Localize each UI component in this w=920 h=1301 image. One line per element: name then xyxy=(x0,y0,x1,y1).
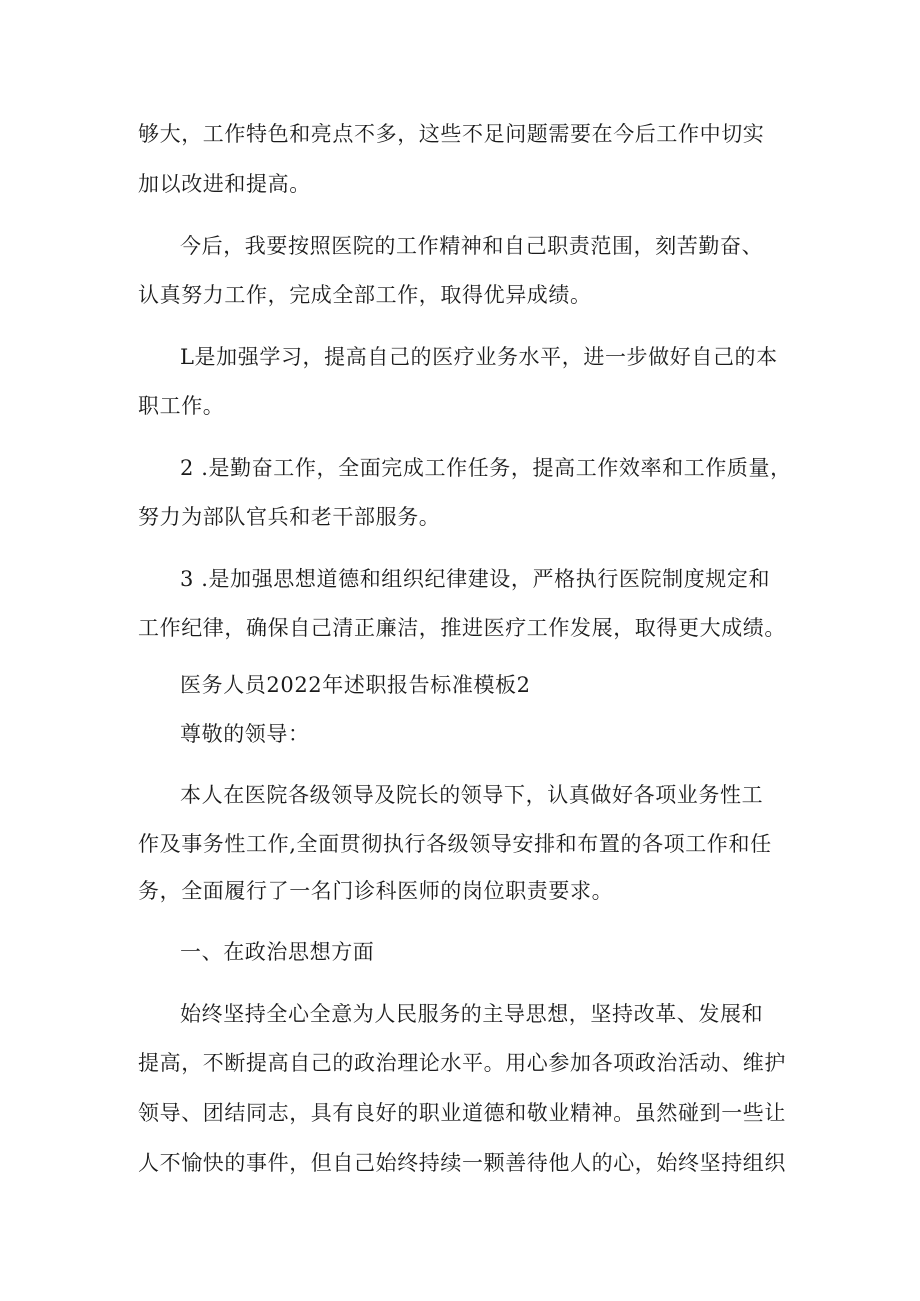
text-line: 够大，工作特色和亮点不多，这些不足问题需要在今后工作中切实 xyxy=(138,122,765,146)
text-line: 工作纪律，确保自己清正廉洁，推进医疗工作发展，取得更大成绩。 xyxy=(138,616,786,640)
list-item-2: 2 .是勤奋工作，全面完成工作任务，提高工作效率和工作质量， xyxy=(180,456,792,480)
text-line: 人不愉快的事件，但自己始终持续一颗善待他人的心，始终坚持组织 xyxy=(138,1151,786,1175)
text-line: 提高，不断提高自己的政治理论水平。用心参加各项政治活动、维护 xyxy=(138,1051,786,1075)
paragraph-start: 今后，我要按照医院的工作精神和自己职责范围，刻苦勤奋、 xyxy=(180,234,764,258)
text-line: 努力为部队官兵和老干部服务。 xyxy=(138,505,441,529)
salutation: 尊敬的领导： xyxy=(180,722,310,746)
text-line: 务，全面履行了一名门诊科医师的岗位职责要求。 xyxy=(138,879,614,903)
section-title: 医务人员2022年述职报告标准模板2 xyxy=(180,673,531,697)
list-item-1: L是加强学习，提高自己的医疗业务水平，进一步做好自己的本 xyxy=(180,345,778,369)
paragraph-start: 本人在医院各级领导及院长的领导下，认真做好各项业务性工 xyxy=(180,783,764,807)
text-line: 作及事务性工作,全面贯彻执行各级领导安排和布置的各项工作和任 xyxy=(138,832,772,856)
text-line: 领导、团结同志，具有良好的职业道德和敬业精神。虽然碰到一些让 xyxy=(138,1101,786,1125)
text-line: 认真努力工作，完成全部工作，取得优异成绩。 xyxy=(138,283,592,307)
text-line: 职工作。 xyxy=(138,394,225,418)
paragraph-start: 始终坚持全心全意为人民服务的主导思想，坚持改革、发展和 xyxy=(180,1002,764,1026)
list-item-3: 3 .是加强思想道德和组织纪律建设，严格执行医院制度规定和 xyxy=(180,567,771,591)
subsection-heading: 一、在政治思想方面 xyxy=(180,940,375,964)
text-line: 加以改进和提高。 xyxy=(138,172,311,196)
